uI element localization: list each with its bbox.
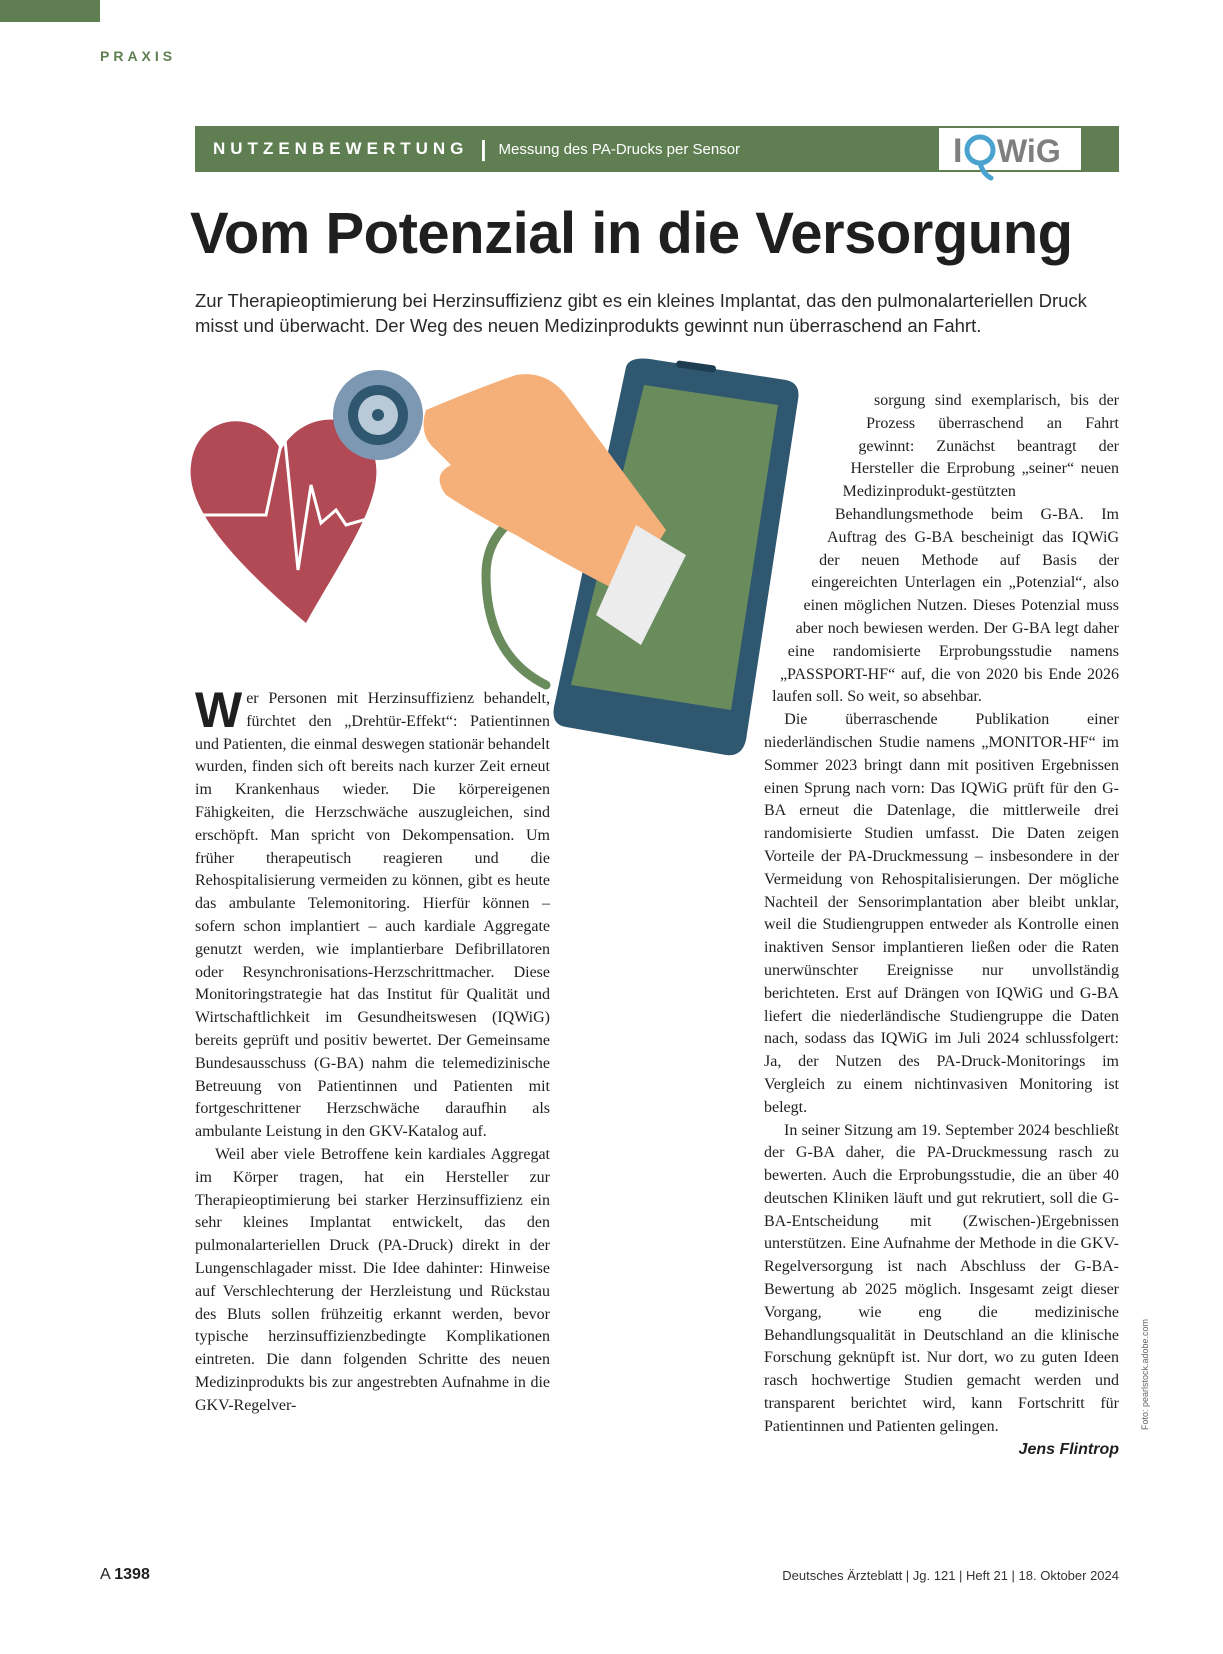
article-column-right bbox=[764, 390, 1119, 1461]
paragraph: sorgung sind exemplarisch, bis der Prozess überraschend an Fahrt gewinnt: Zunächst beantragt der Hersteller die Erprobung „seiner“ neuen Medizinprodukt-gestützten Behandlungsmethode beim G-BA. Im Auftrag des G-BA bescheinigt das IQWiG der neuen Methode auf Basis der eingereichten Unterlagen ein „Potenzial“, also einen möglichen Nutzen. Dieses Potenzial muss aber noch bewiesen werden. Der G-BA legt daher eine randomisierte Erprobungsstudie namens „PASSPORT-HF“ auf, die von 2020 bis Ende 2026 laufen soll. So weit, so absehbar. bbox=[772, 392, 1119, 706]
article-column-left bbox=[195, 682, 550, 1418]
paragraph bbox=[195, 682, 550, 1144]
svg-text:WiG: WiG bbox=[997, 133, 1061, 169]
paragraph: Weil aber viele Betroffene kein kardiales Aggregat im Körper tragen, hat ein Hersteller zur Therapieoptimierung bei starker Herzinsuffizienz ein sehr kleines Implantat entwickelt, das den pulmonalarteriellen Druck (PA-Druck) direkt in der Lungenschlagader misst. Die Idee dahinter: Hinweise auf Verschlechterung der Herzleistung und Rückstau des Bluts sollen frühzeitig erkannt werden, bevor typische herzinsuffizienzbedingte Komplikationen eintreten. Die dann folgenden Schritte des neuen Medizinprodukts bis zur angestrebten Aufnahme in die GKV-Regelver- bbox=[195, 1145, 550, 1414]
topic-separator: | bbox=[480, 136, 487, 161]
stethoscope-icon bbox=[333, 370, 423, 460]
page-prefix: A bbox=[100, 1566, 110, 1583]
paragraph-text: In seiner Sitzung am 19. September 2024 beschließt der G-BA daher, die PA-Druckmessung rasch zu bewerten. Auch die Erprobungsstudie, die an über 40 deutschen Kliniken läuft und gut rekrutiert, soll die G-BA-Entscheidung mit (Zwischen-)Ergebnissen unterstützen. Eine Aufnahme der Methode in die GKV-Regelversorgung ist nach Abschluss der G-BA-Bewertung ab 2025 möglich. Insgesamt zeigt dieser Vorgang, wie eng die medizinische Behandlungsqualität in Deutschland an die klinische Forschung geknüpft ist. Nur dort, wo zu guten Ideen rasch hochwertige Studien gemacht werden und transparent berichtet wird, kann Fortschritt für Patientinnen und Patienten gelingen. bbox=[764, 1121, 1119, 1435]
svg-text:I: I bbox=[953, 132, 963, 170]
paragraph-text: er Personen mit Herzinsuffizienz behandelt, fürchtet den „Drehtür-Effekt“: Patientinnen und Patienten, die einmal deswegen stationär behandelt wurden, finden sich oft bereits nach kurzer Zeit erneut im Krankenhaus wieder. Die körpereigenen Fähigkeiten, die Herzschwäche auszugleichen, sind erschöpft. Man spricht von Dekompensation. Um früher therapeutisch reagieren und die Rehospitalisierung vermeiden zu können, gibt es heute das ambulante Telemonitoring. Hierfür können – sofern schon implantiert – auch kardiale Aggregate genutzt werden, wie implantierbare Defibrillatoren oder Resynchronisations-Herzschrittmacher. Diese Monitoringstrategie hat das Institut für Qualität und Wirtschaftlichkeit im Gesundheitswesen (IQWiG) bereits geprüft und positiv bewertet. Der Gemeinsame Bundesausschuss (G-BA) nahm die telemedizinische Betreuung von Patientinnen und Patienten mit fortgeschrittener Herzschwäche daraufhin als ambulante Leistung in den GKV-Katalog auf. bbox=[195, 690, 550, 1141]
paragraph: Die überraschende Publikation einer niederländischen Studie namens „MONITOR-HF“ im Sommer 2023 bringt dann mit positiven Ergebnissen einen Sprung nach vorn: Das IQWiG prüft für den G-BA erneut die Datenlage, die mittlerweile drei randomisierte Studien umfasst. Die Daten zeigen Vorteile der PA-Druckmessung – insbesondere in der Vermeidung von Rehospitalisierungen. Der mögliche Nachteil der Sensorimplantation aber bleibt unklar, weil die Studiengruppen entweder als Kontrolle einen inaktiven Sensor implantieren ließen oder die Raten unerwünschter Ereignisse nur unvollständig berichteten. Erst auf Drängen von IQWiG und G-BA liefert die niederländische Studiengruppe die Daten nach, sodass das IQWiG im Juli 2024 schlussfolgert: Ja, der Nutzen des PA-Druck-Monitorings im Vergleich zu einem nichtinvasiven Monitoring ist belegt. bbox=[764, 711, 1119, 1116]
publication-info: Deutsches Ärzteblatt | Jg. 121 | Heft 21 | 18. Oktober 2024 bbox=[782, 1568, 1119, 1583]
author-byline: Jens Flintrop bbox=[1018, 1440, 1119, 1458]
headline: Vom Potenzial in die Versorgung bbox=[190, 201, 1073, 266]
topic-title: NUTZENBEWERTUNG bbox=[213, 139, 469, 158]
topic-bar bbox=[195, 126, 1119, 172]
page-number-value: 1398 bbox=[114, 1566, 150, 1583]
photo-credit: Foto: pearlstock.adobe.com bbox=[1140, 1318, 1150, 1430]
paragraph bbox=[764, 1120, 1119, 1458]
topic-subtitle: Messung des PA-Drucks per Sensor bbox=[498, 140, 741, 158]
page-number bbox=[100, 1566, 150, 1584]
iqwig-logo bbox=[939, 128, 1081, 170]
section-label: PRAXIS bbox=[100, 48, 177, 64]
corner-accent-bar bbox=[0, 0, 100, 22]
drop-cap: W bbox=[195, 682, 243, 738]
teaser: Zur Therapieoptimierung bei Herzinsuffizienz gibt es ein kleines Implantat, das den pulmonalarteriellen Druck misst und überwacht. Der Weg des neuen Medizinprodukts gewinnt nun überraschend an Fahrt. bbox=[195, 290, 1087, 336]
